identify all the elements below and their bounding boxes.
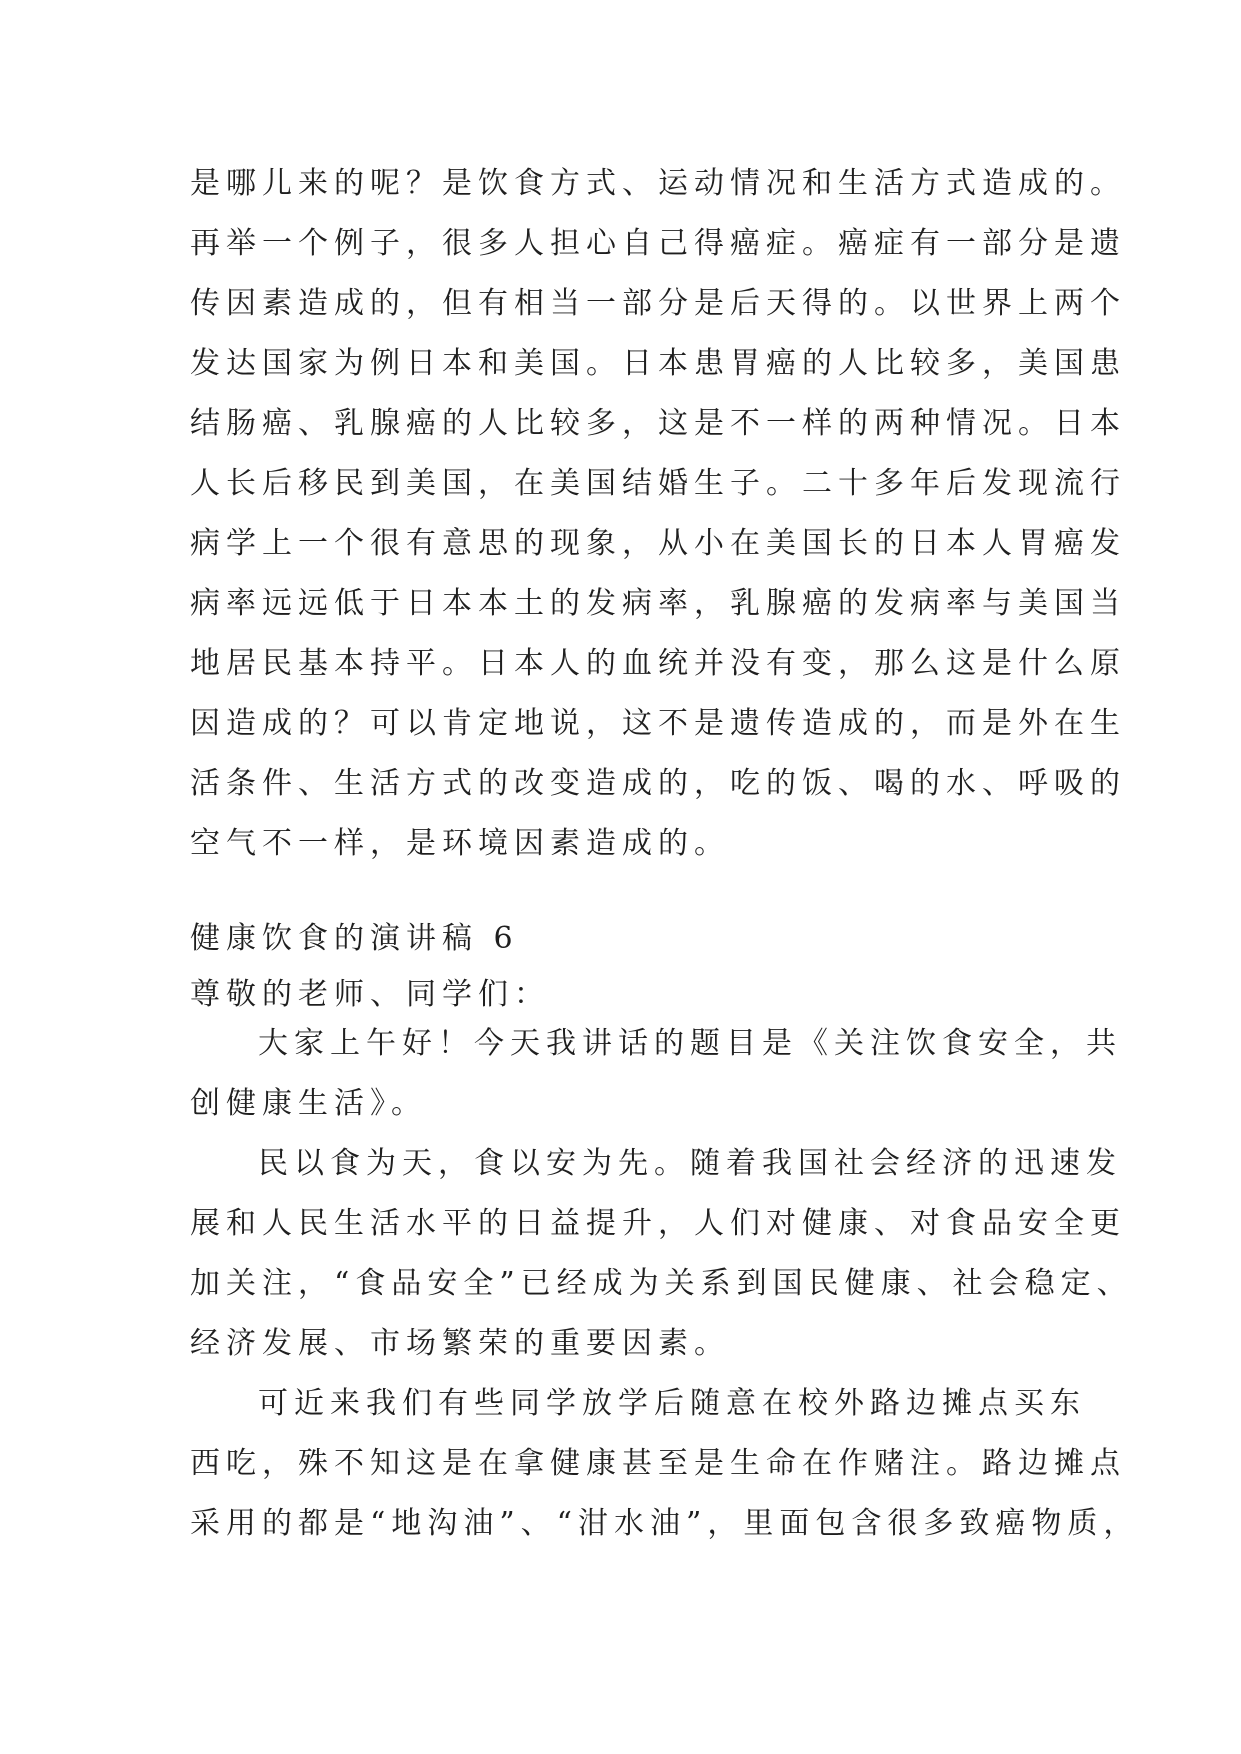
text-line: 病率远远低于日本本土的发病率，乳腺癌的发病率与美国当 (190, 586, 1126, 621)
text-line: 空气不一样，是环境因素造成的。 (190, 826, 730, 861)
paragraph-street-food (190, 1374, 1140, 1554)
text-line: 是哪儿来的呢？是饮食方式、运动情况和生活方式造成的。 (190, 166, 1126, 201)
text-line: 传因素造成的，但有相当一部分是后天得的。以世界上两个 (190, 286, 1126, 321)
text-line: 发达国家为例日本和美国。日本患胃癌的人比较多，美国患 (190, 346, 1126, 381)
salutation-block (190, 970, 1070, 1020)
text-line: 结肠癌、乳腺癌的人比较多，这是不一样的两种情况。日本 (190, 406, 1126, 441)
text-line: 民以食为天，食以安为先。随着我国社会经济的迅速发 (258, 1146, 1122, 1181)
paragraph-greeting (190, 1014, 1122, 1134)
text-line: 西吃，殊不知这是在拿健康甚至是生命在作赌注。路边摊点 (190, 1446, 1126, 1481)
text-line: 创健康生活》。 (190, 1086, 427, 1121)
text-line: 加关注，“食品安全”已经成为关系到国民健康、社会稳定、 (190, 1266, 1133, 1301)
speech-body (190, 1014, 1140, 1554)
section-heading-block (190, 914, 1070, 964)
text-line: 人长后移民到美国，在美国结婚生子。二十多年后发现流行 (190, 466, 1126, 501)
text-line: 展和人民生活水平的日益提升，人们对健康、对食品安全更 (190, 1206, 1126, 1241)
text-line: 大家上午好！今天我讲话的题目是《关注饮食安全，共 (258, 1026, 1122, 1061)
text-line: 因造成的？可以肯定地说，这不是遗传造成的，而是外在生 (190, 706, 1126, 741)
text-line: 再举一个例子，很多人担心自己得癌症。癌症有一部分是遗 (190, 226, 1126, 261)
text-line: 经济发展、市场繁荣的重要因素。 (190, 1326, 730, 1361)
paragraph-food-safety (190, 1134, 1133, 1374)
text-line: 活条件、生活方式的改变造成的，吃的饭、喝的水、呼吸的 (190, 766, 1126, 801)
salutation: 尊敬的老师、同学们： (190, 977, 550, 1012)
text-line: 采用的都是“地沟油”、“泔水油”，里面包含很多致癌物质， (190, 1506, 1140, 1541)
paragraph-continuation (190, 154, 1126, 874)
text-line: 病学上一个很有意思的现象，从小在美国长的日本人胃癌发 (190, 526, 1126, 561)
section-heading: 健康饮食的演讲稿 6 (190, 921, 519, 956)
text-line: 地居民基本持平。日本人的血统并没有变，那么这是什么原 (190, 646, 1126, 681)
text-line: 可近来我们有些同学放学后随意在校外路边摊点买东 (258, 1386, 1086, 1421)
